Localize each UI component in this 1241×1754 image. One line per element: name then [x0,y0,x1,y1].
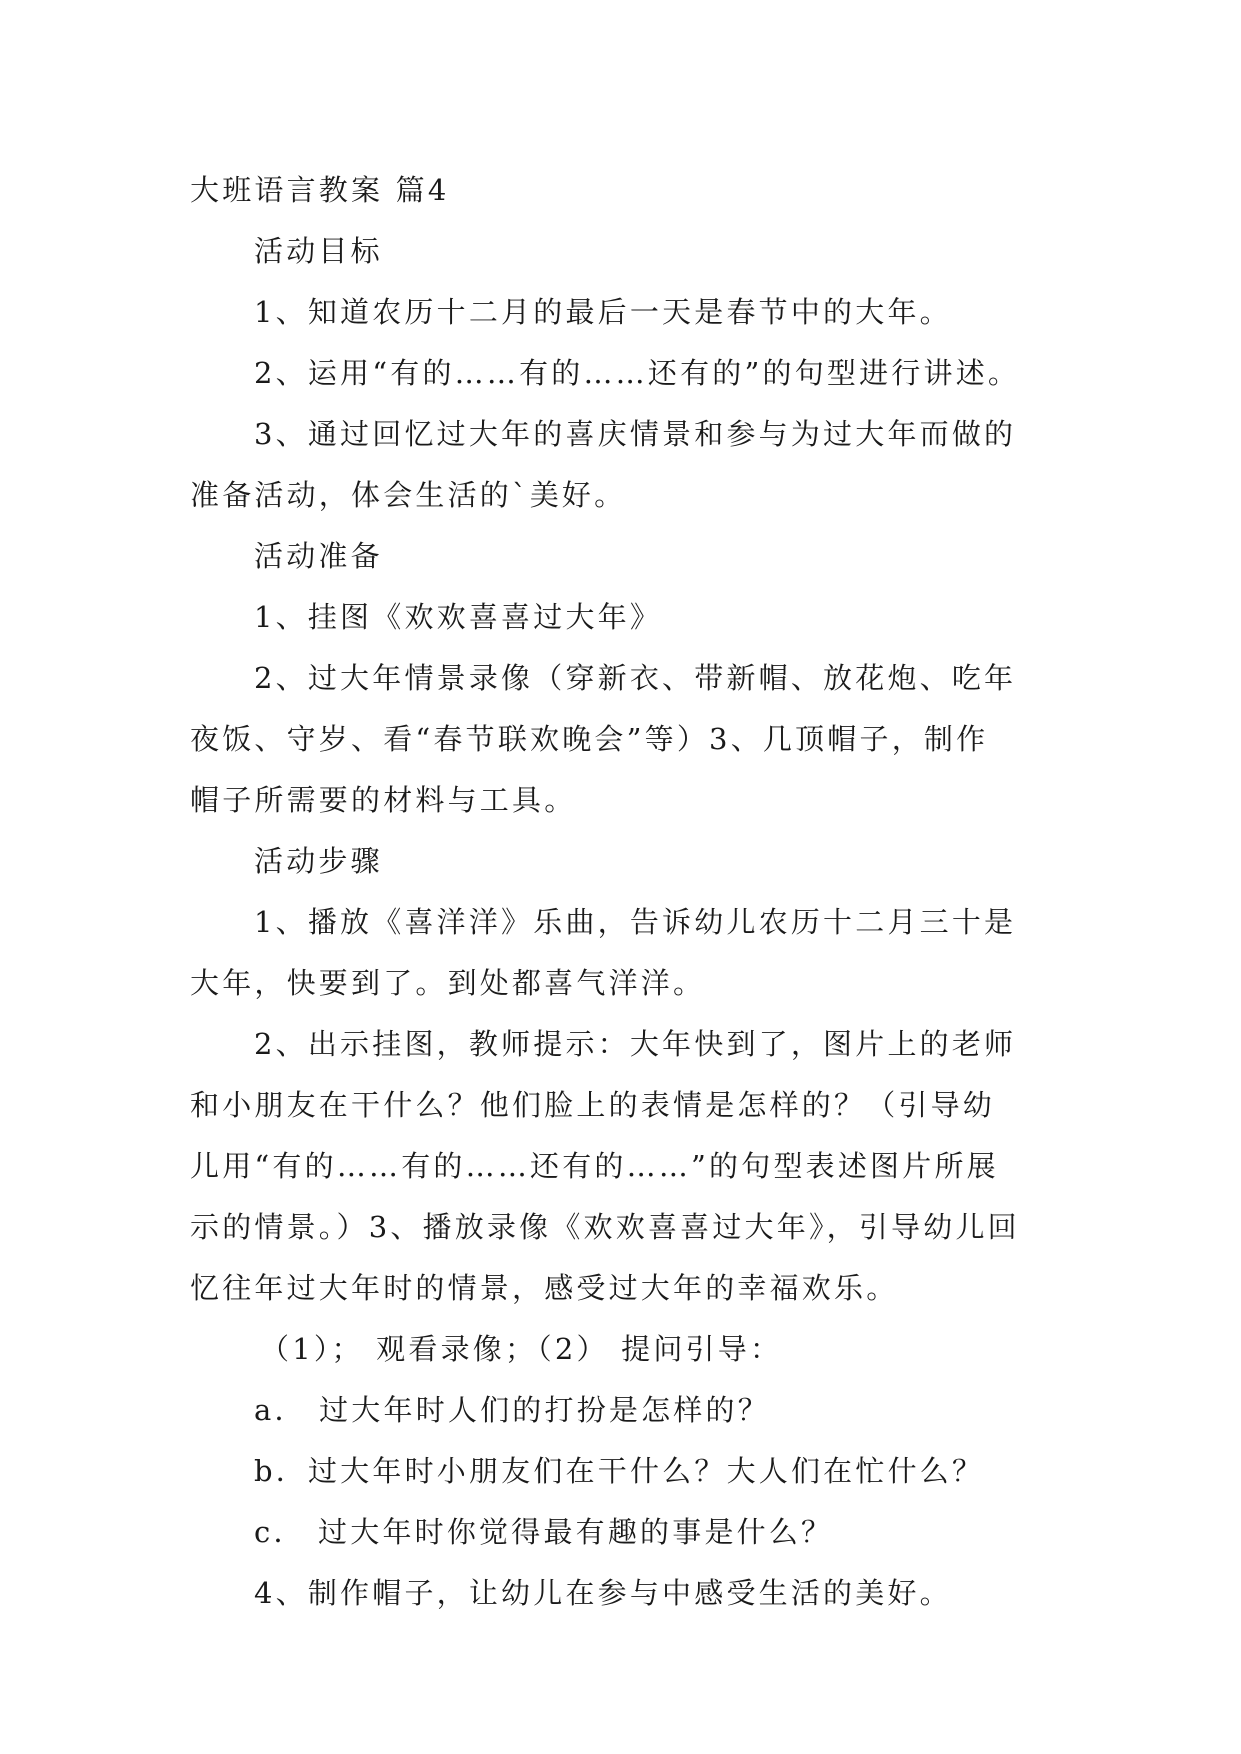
paragraph-line: 忆往年过大年时的情景，感受过大年的幸福欢乐。 [190,1271,899,1305]
paragraph-line: 2、出示挂图，教师提示：大年快到了，图片上的老师 [254,1027,1017,1061]
section-heading-preparation: 活动准备 [254,539,383,573]
paragraph-line: 1、播放《喜洋洋》乐曲，告诉幼儿农历十二月三十是 [254,905,1017,939]
paragraph-line: 夜饭、守岁、看“春节联欢晚会”等）3、几顶帽子，制作 [190,722,989,756]
document-body [190,160,1050,1624]
paragraph-line: （1）； 观看录像；（2） 提问引导： [260,1332,783,1366]
paragraph-line: 2、过大年情景录像（穿新衣、带新帽、放花炮、吃年 [254,661,1017,695]
list-item: a． 过大年时人们的打扮是怎样的？ [254,1393,770,1427]
section-heading-goals: 活动目标 [254,234,383,268]
paragraph-line: 儿用“有的……有的……还有的……”的句型表述图片所展 [190,1149,999,1183]
list-item: b．过大年时小朋友们在干什么？大人们在忙什么？ [254,1454,985,1488]
paragraph-line: 准备活动，体会生活的`美好。 [190,478,627,512]
paragraph-line: 2、运用“有的……有的……还有的”的句型进行讲述。 [254,356,1021,390]
document-title: 大班语言教案 篇4 [190,173,450,207]
paragraph-line: 和小朋友在干什么？他们脸上的表情是怎样的？（引导幼 [190,1088,996,1122]
paragraph-line: 3、通过回忆过大年的喜庆情景和参与为过大年而做的 [254,417,1017,451]
paragraph-line: 示的情景。）3、播放录像《欢欢喜喜过大年》，引导幼儿回 [190,1210,1020,1244]
paragraph-line: 大年，快要到了。到处都喜气洋洋。 [190,966,706,1000]
paragraph-line: 4、制作帽子，让幼儿在参与中感受生活的美好。 [254,1576,952,1610]
paragraph-line: 1、挂图《欢欢喜喜过大年》 [254,600,663,634]
paragraph-line: 1、知道农历十二月的最后一天是春节中的大年。 [254,295,952,329]
paragraph-line: 帽子所需要的材料与工具。 [190,783,577,817]
section-heading-steps: 活动步骤 [254,844,383,878]
list-item: c． 过大年时你觉得最有趣的事是什么？ [254,1515,834,1549]
